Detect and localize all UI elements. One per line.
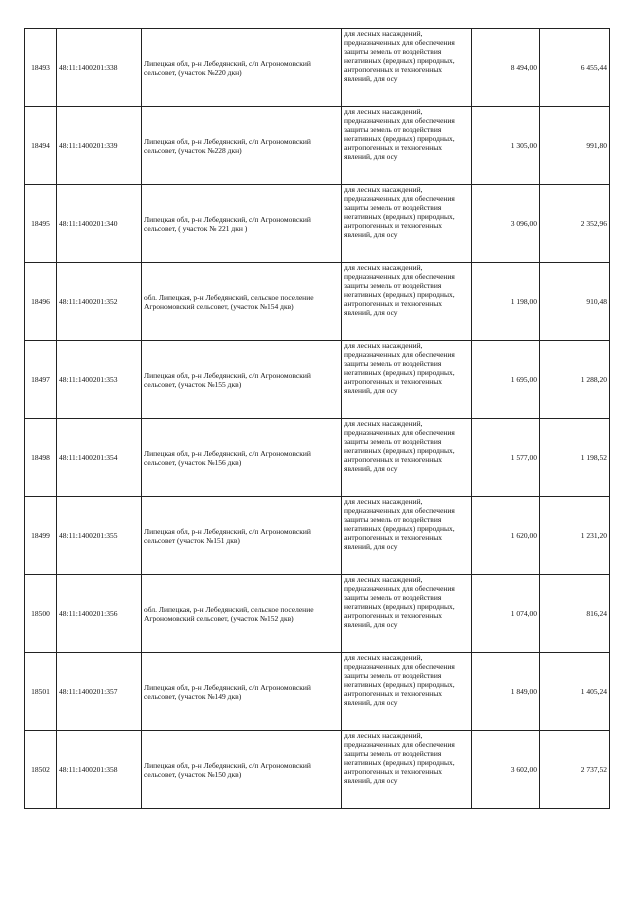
plot-area: 3 602,00	[472, 731, 540, 809]
table-row	[25, 263, 610, 341]
plot-purpose	[342, 341, 472, 419]
table-row	[25, 341, 610, 419]
plot-purpose	[342, 185, 472, 263]
cadastral-number: 48:11:1400201:353	[57, 341, 142, 419]
purpose-text: для лесных насаждений, предназначенных для обеспечения защиты земель от воздействия негативных (вредных) природных, антропогенных и техногенных явлений, для осу	[344, 341, 455, 395]
plot-area: 8 494,00	[472, 29, 540, 107]
plot-area: 1 577,00	[472, 419, 540, 497]
plot-purpose	[342, 731, 472, 809]
row-number: 18499	[25, 497, 57, 575]
row-number: 18493	[25, 29, 57, 107]
purpose-text: для лесных насаждений, предназначенных для обеспечения защиты земель от воздействия негативных (вредных) природных, антропогенных и техногенных явлений, для осу	[344, 575, 455, 629]
plot-address: Липецкая обл, р-н Лебедянский, с/п Агрономовский сельсовет, ( участок № 221 дкн )	[142, 185, 342, 263]
purpose-text: для лесных насаждений, предназначенных для обеспечения защиты земель от воздействия негативных (вредных) природных, антропогенных и техногенных явлений, для осу	[344, 107, 455, 161]
purpose-text: для лесных насаждений, предназначенных для обеспечения защиты земель от воздействия негативных (вредных) природных, антропогенных и техногенных явлений, для осу	[344, 497, 455, 551]
row-number: 18495	[25, 185, 57, 263]
plot-address: Липецкая обл, р-н Лебедянский, с/п Агрономовский сельсовет, (участок №220 дкн)	[142, 29, 342, 107]
row-number: 18502	[25, 731, 57, 809]
plot-cost: 816,24	[540, 575, 610, 653]
plot-area: 1 620,00	[472, 497, 540, 575]
table-row	[25, 731, 610, 809]
purpose-text: для лесных насаждений, предназначенных для обеспечения защиты земель от воздействия негативных (вредных) природных, антропогенных и техногенных явлений, для осу	[344, 29, 455, 83]
cadastral-number: 48:11:1400201:357	[57, 653, 142, 731]
plot-purpose	[342, 497, 472, 575]
plot-purpose	[342, 575, 472, 653]
plot-cost: 991,80	[540, 107, 610, 185]
cadastral-number: 48:11:1400201:339	[57, 107, 142, 185]
plot-address: Липецкая обл, р-н Лебедянский, с/п Агрономовский сельсовет, (участок №155 дкв)	[142, 341, 342, 419]
table-row	[25, 575, 610, 653]
plot-purpose	[342, 263, 472, 341]
plot-purpose	[342, 29, 472, 107]
purpose-text: для лесных насаждений, предназначенных для обеспечения защиты земель от воздействия негативных (вредных) природных, антропогенных и техногенных явлений, для осу	[344, 263, 455, 317]
table-row	[25, 107, 610, 185]
table-row	[25, 29, 610, 107]
plot-area: 1 695,00	[472, 341, 540, 419]
table-row	[25, 419, 610, 497]
row-number: 18500	[25, 575, 57, 653]
plot-cost: 6 455,44	[540, 29, 610, 107]
plot-area: 1 849,00	[472, 653, 540, 731]
purpose-text: для лесных насаждений, предназначенных для обеспечения защиты земель от воздействия негативных (вредных) природных, антропогенных и техногенных явлений, для осу	[344, 653, 455, 707]
plot-address: Липецкая обл, р-н Лебедянский, с/п Агрономовский сельсовет (участок №151 дкв)	[142, 497, 342, 575]
plot-cost: 2 737,52	[540, 731, 610, 809]
plot-address: обл. Липецкая, р-н Лебедянский, сельское поселение Агрономовский сельсовет, (участок №152 дкв)	[142, 575, 342, 653]
plot-cost: 1 288,20	[540, 341, 610, 419]
plot-area: 1 074,00	[472, 575, 540, 653]
purpose-text: для лесных насаждений, предназначенных для обеспечения защиты земель от воздействия негативных (вредных) природных, антропогенных и техногенных явлений, для осу	[344, 731, 455, 785]
row-number: 18496	[25, 263, 57, 341]
cadastral-number: 48:11:1400201:358	[57, 731, 142, 809]
plot-address: Липецкая обл, р-н Лебедянский, с/п Агрономовский сельсовет, (участок №150 дкв)	[142, 731, 342, 809]
table-body	[25, 29, 610, 809]
plot-area: 1 198,00	[472, 263, 540, 341]
cadastral-number: 48:11:1400201:354	[57, 419, 142, 497]
plot-address: Липецкая обл, р-н Лебедянский, с/п Агрономовский сельсовет, (участок №156 дкв)	[142, 419, 342, 497]
table-row	[25, 185, 610, 263]
row-number: 18498	[25, 419, 57, 497]
table-row	[25, 497, 610, 575]
plot-cost: 1 405,24	[540, 653, 610, 731]
plot-cost: 910,48	[540, 263, 610, 341]
cadastral-number: 48:11:1400201:340	[57, 185, 142, 263]
plot-cost: 2 352,96	[540, 185, 610, 263]
plot-purpose	[342, 107, 472, 185]
plot-area: 1 305,00	[472, 107, 540, 185]
table-row	[25, 653, 610, 731]
plot-address: обл. Липецкая, р-н Лебедянский, сельское поселение Агрономовский сельсовет, (участок №154 дкв)	[142, 263, 342, 341]
plot-area: 3 096,00	[472, 185, 540, 263]
plot-address: Липецкая обл, р-н Лебедянский, с/п Агрономовский сельсовет, (участок №228 дкн)	[142, 107, 342, 185]
cadastral-number: 48:11:1400201:356	[57, 575, 142, 653]
plot-cost: 1 198,52	[540, 419, 610, 497]
cadastral-number: 48:11:1400201:355	[57, 497, 142, 575]
cadastral-number: 48:11:1400201:352	[57, 263, 142, 341]
row-number: 18494	[25, 107, 57, 185]
plot-purpose	[342, 653, 472, 731]
plot-purpose	[342, 419, 472, 497]
row-number: 18501	[25, 653, 57, 731]
purpose-text: для лесных насаждений, предназначенных для обеспечения защиты земель от воздействия негативных (вредных) природных, антропогенных и техногенных явлений, для осу	[344, 419, 455, 473]
land-plots-table	[24, 28, 610, 809]
cadastral-number: 48:11:1400201:338	[57, 29, 142, 107]
row-number: 18497	[25, 341, 57, 419]
purpose-text: для лесных насаждений, предназначенных для обеспечения защиты земель от воздействия негативных (вредных) природных, антропогенных и техногенных явлений, для осу	[344, 185, 455, 239]
plot-cost: 1 231,20	[540, 497, 610, 575]
plot-address: Липецкая обл, р-н Лебедянский, с/п Агрономовский сельсовет, (участок №149 дкв)	[142, 653, 342, 731]
